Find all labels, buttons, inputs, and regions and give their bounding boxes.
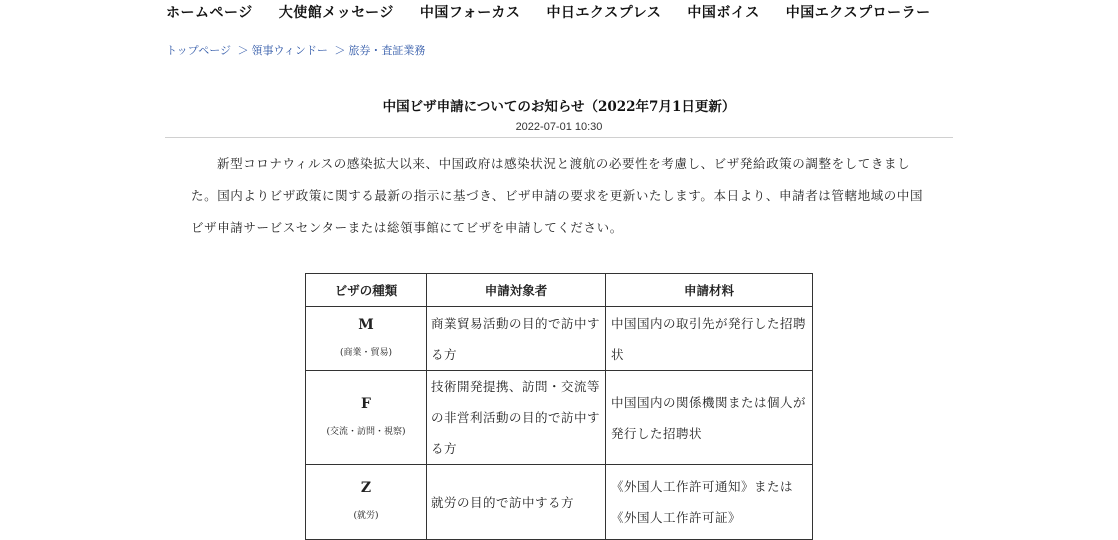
applicant-cell: 商業貿易活動の目的で訪中する方 — [427, 307, 606, 371]
materials-cell: 中国国内の関係機関または個人が発行した招聘状 — [606, 371, 813, 465]
visa-type-cell — [306, 465, 427, 540]
visa-table — [305, 273, 813, 540]
visa-type-cell — [306, 371, 427, 465]
visa-category: (商業・貿易) — [339, 347, 393, 358]
divider — [165, 137, 953, 138]
breadcrumb — [166, 42, 425, 58]
article — [165, 97, 953, 257]
table-row — [306, 465, 813, 540]
visa-code: Z — [360, 480, 372, 496]
visa-category: (交流・訪問・視察) — [326, 426, 406, 437]
table-header-materials: 申請材料 — [606, 274, 813, 307]
article-body: 新型コロナウィルスの感染拡大以来、中国政府は感染状況と渡航の必要性を考慮し、ビザ発給政策の調整をしてきました。国内よりビザ政策に関する最新の指示に基づき、ビザ申請の要求を更新いたします。本日より、申請者は管轄地域の中国ビザ申請サービスセンターまたは総領事館にてビザを申請してください。 — [191, 156, 924, 235]
article-title: 中国ビザ申請についてのお知らせ（2022年7月1日更新） — [382, 99, 736, 115]
nav-item-china-japan-express[interactable]: 中日エクスプレス — [546, 5, 662, 21]
nav-item-home[interactable]: ホームページ — [166, 5, 253, 21]
materials-cell: 中国国内の取引先が発行した招聘状 — [606, 307, 813, 371]
breadcrumb-separator: ＞ — [237, 44, 249, 57]
materials-cell: 《外国人工作許可通知》または《外国人工作許可証》 — [606, 465, 813, 540]
table-header-row — [306, 274, 813, 307]
nav-item-china-focus[interactable]: 中国フォーカス — [419, 5, 521, 21]
table-header-visa-type: ビザの種類 — [306, 274, 427, 307]
nav-item-embassy-message[interactable]: 大使館メッセージ — [278, 5, 394, 21]
visa-code: M — [358, 316, 374, 333]
nav-item-china-explorer[interactable]: 中国エクスプローラー — [785, 5, 931, 21]
breadcrumb-passport-visa[interactable]: 旅券・査証業務 — [348, 44, 426, 57]
applicant-cell: 技術開発提携、訪問・交流等の非営利活動の目的で訪中する方 — [427, 371, 606, 465]
breadcrumb-top-page[interactable]: トップページ — [166, 44, 232, 57]
visa-category: (就労) — [353, 511, 379, 521]
table-row — [306, 371, 813, 465]
top-navigation — [166, 0, 931, 24]
applicant-cell: 就労の目的で訪中する方 — [427, 465, 606, 540]
article-date: 2022-07-01 10:30 — [515, 121, 603, 133]
table-header-applicant: 申請対象者 — [427, 274, 606, 307]
breadcrumb-consular-window[interactable]: 領事ウィンドー — [251, 44, 328, 57]
table-row — [306, 307, 813, 371]
visa-code: F — [361, 395, 371, 412]
nav-item-china-voice[interactable]: 中国ボイス — [687, 5, 760, 21]
breadcrumb-separator: ＞ — [334, 44, 346, 57]
visa-type-cell — [306, 307, 427, 371]
